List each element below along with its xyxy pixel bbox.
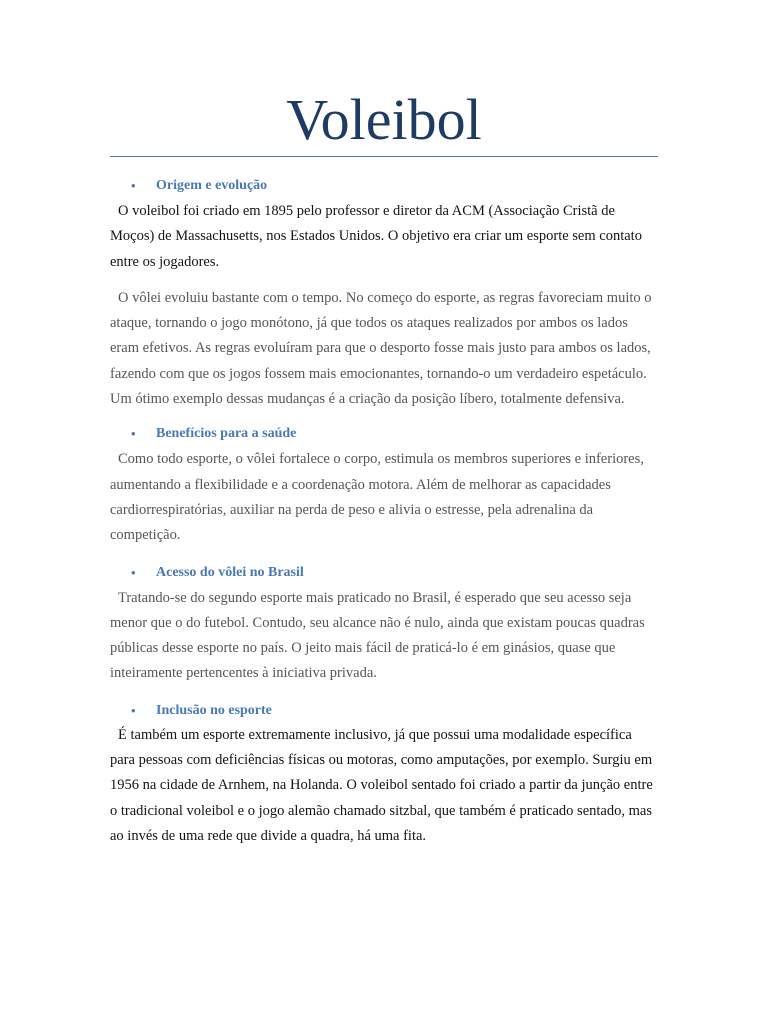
bullet-icon: • [131,564,136,580]
bullet-icon: • [131,426,136,442]
paragraph: É também um esporte extremamente inclusivo, já que possui uma modalidade específica para pessoas com deficiências físicas ou motoras, como amputações, por exemplo. Surgiu em 1956 na cidade de Arnhem, na Holanda. O voleibol sentado foi criado a partir da junção entre o tradicional voleibol e o jogo alemão chamado sitzbal, que também é praticado sentado, mas ao invés de uma rede que divide a quadra, há uma fita. [110,726,653,844]
document-title: Voleibol [286,87,482,152]
section-acesso [110,563,658,687]
paragraph: Tratando-se do segundo esporte mais praticado no Brasil, é esperado que seu acesso seja menor que o do futebol. Contudo, seu alcance não é nulo, ainda que existam poucas quadras públicas desse esporte no país. O jeito mais fácil de praticá-lo é em ginásios, quase que inteiramente pertencentes à iniciativa privada. [110,589,645,682]
section-heading-text: Origem e evolução [156,178,268,193]
section-heading-text: Acesso do vôlei no Brasil [156,564,304,580]
document-page [110,0,658,849]
section-inclusao [110,701,658,849]
section-heading [110,176,658,196]
section-heading-text: Inclusão no esporte [156,702,272,718]
paragraph: O vôlei evoluiu bastante com o tempo. No começo do esporte, as regras favoreciam muito o ataque, tornando o jogo monótono, já que todos os ataques realizados por ambos os lados eram efetivos. As regras evoluíram para que o desporto fosse mais justo para ambos os lados, fazendo com que os jogos fossem mais emocionantes, tornando-o um verdadeiro espetáculo. Um ótimo exemplo dessas mudanças é a criação da posição líbero, totalmente defensiva. [110,289,652,408]
section-beneficios [110,424,658,548]
paragraph: O voleibol foi criado em 1895 pelo professor e diretor da ACM (Associação Cristã de Moços) de Massachusetts, nos Estados Unidos. O objetivo era criar um esporte sem contato entre os jogadores. [110,203,642,270]
section-origem [110,176,658,412]
section-heading [110,701,658,721]
section-heading [110,563,658,583]
title-underline [110,156,658,157]
section-heading [110,424,658,444]
bullet-icon: • [131,702,136,718]
paragraph: Como todo esporte, o vôlei fortalece o corpo, estimula os membros superiores e inferiores, aumentando a flexibilidade e a coordenação motora. Além de melhorar as capacidades cardiorrespiratórias, auxiliar na perda de peso e alivia o estresse, pela adrenalina da competição. [110,451,644,544]
section-heading-text: Benefícios para a saúde [156,426,297,442]
bullet-icon: • [131,178,136,193]
